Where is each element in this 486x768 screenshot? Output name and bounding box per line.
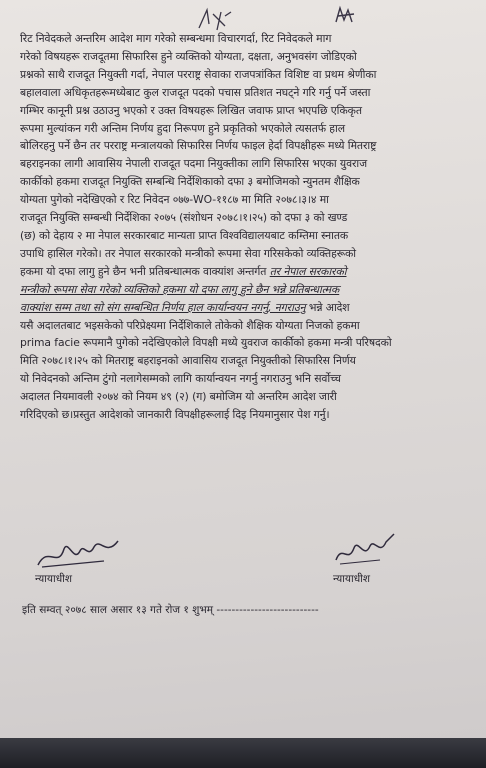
right-judge-signature: [330, 530, 400, 570]
underlined-italic-phrase: तर नेपाल सरकारको: [269, 264, 347, 278]
text-line: गम्भिर कानूनी प्रश्न उठाउनु भएको र उक्त विषयहरू लिखित जवाफ प्राप्त भएपछि एकिकृत: [20, 103, 362, 117]
text-line: रूपमा मुल्यांकन गरी अन्तिम निर्णय हुदा निरूपण हुने प्रकृतिको भएकोले त्यसतर्फ हाल: [20, 121, 345, 135]
left-judge-label: न्यायाधीश: [35, 573, 73, 585]
text-line: राजदूत नियुक्ति सम्बन्धी निर्देशिका २०७५ (संशोधन २०७८।१।२५) को दफा ३ को खण्ड: [20, 211, 348, 225]
handwritten-mark-top-right: [332, 4, 358, 28]
text-line: यो निवेदनको अन्तिम टुंगो नलागेसम्मको लागि कार्यान्वयन नगर्नु नगराउनु भनि सर्वोच्च: [20, 372, 341, 386]
text-line: मिति २०७८।१।२५ को मितराष्ट्र बहराइनको आवासिय राजदूत नियुक्तीको सिफारिस निर्णय: [20, 354, 356, 368]
text-line: कार्कीको हकमा राजदूत नियुक्ति सम्बन्धि निर्देशिकाको दफा ३ बमोजिमको न्युनतम शैक्षिक: [20, 175, 360, 189]
latin-phrase: prima facie: [20, 336, 80, 350]
text-line: [20, 299, 468, 317]
text-line: गरिदिएको छ।प्रस्तुत आदेशको जानकारी विपक्षीहरूलाई दिइ नियमानुसार पेश गर्नु।: [20, 408, 330, 422]
text-segment: रूपमानै पुगेको नदेखिएकोले विपक्षी मध्ये युवराज कार्कीको हकमा मन्त्री परिषदको: [83, 336, 392, 350]
text-line: अदालत नियमावली २०७४ को नियम ४९ (२) (ग) बमोजिम यो अन्तरिम आदेश जारी: [20, 390, 337, 404]
document-date-line: इति सम्वत् २०७८ साल असार १३ गते रोज १ शुभम् ---------------------------: [22, 604, 319, 616]
text-line: रिट निवेदकले अन्तरिम आदेश माग गरेको सम्बन्धमा विचारगर्दा, रिट निवेदकले माग: [20, 32, 332, 45]
background-surface: [0, 738, 486, 768]
text-line: गरेको विषयहरू राजदूतमा सिफारिस हुने व्यक्तिको योग्यता, दक्षता, अनुभवसंग जोडिएको: [20, 49, 357, 63]
text-line: मन्त्रीको रूपमा सेवा गरेको व्यक्तिको हकमा यो दफा लागु हुने छैन भन्ने प्रतिबन्धात्मक: [20, 282, 340, 296]
text-line: बहराइनका लागी आवासिय नेपाली राजदूत पदमा नियुक्तीका लागि सिफारिस भएका युवराज: [20, 157, 367, 171]
order-body-text: [20, 30, 468, 424]
left-judge-signature: [34, 535, 122, 573]
text-line: बहालवाला अधिकृतहरूमध्येबाट कुल राजदूत पदको पचास प्रतिशत नघट्ने गरि गर्नु पर्ने जस्ता: [20, 85, 371, 99]
underlined-italic-phrase: वाक्यांश सम्म तथा सो संग सम्बन्धित निर्णय हाल कार्यान्वयन नगर्नु, नगराउनु: [20, 300, 306, 314]
text-line: उपाधि हासिल गरेको। तर नेपाल सरकारको मन्त्रीको रूपमा सेवा गरिसकेको व्यक्तिहरूको: [20, 246, 356, 260]
text-line: [20, 334, 468, 352]
text-line: योग्यता पुगेको नदेखिएको र रिट निवेदन ०७७-WO-११८७ मा मिति २०७८।३।४ मा: [20, 193, 329, 207]
text-line: (छ) को देहाय २ मा नेपाल सरकारबाट मान्यता प्राप्त विश्वविद्यालयबाट कम्तिमा स्नातक: [20, 228, 349, 242]
right-judge-label: न्यायाधीश: [333, 573, 371, 585]
text-line: यसै अदालतबाट भइसकेको परिप्रेक्ष्यमा निर्देशिकाले तोकेको शैक्षिक योग्यता निजको हकमा: [20, 318, 360, 332]
text-line: [20, 263, 468, 281]
text-line: बोलिरहनु पर्ने छैन तर परराष्ट्र मन्त्रालयको सिफारिस निर्णय फाइल हेर्दा विपक्षीहरू मध्ये मितराष्ट्र: [20, 139, 377, 153]
text-line: प्रश्नको साथै राजदूत नियुक्ती गर्दा, नेपाल परराष्ट्र सेवाका राजपत्रांकित विशिष्ट वा प्रथम श्रेणीका: [20, 67, 377, 81]
text-segment: हकमा यो दफा लागु हुने छैन भनी प्रतिबन्धात्मक वाक्यांश अन्तर्गत: [20, 264, 267, 278]
text-segment: भन्ने आदेश: [308, 300, 350, 314]
